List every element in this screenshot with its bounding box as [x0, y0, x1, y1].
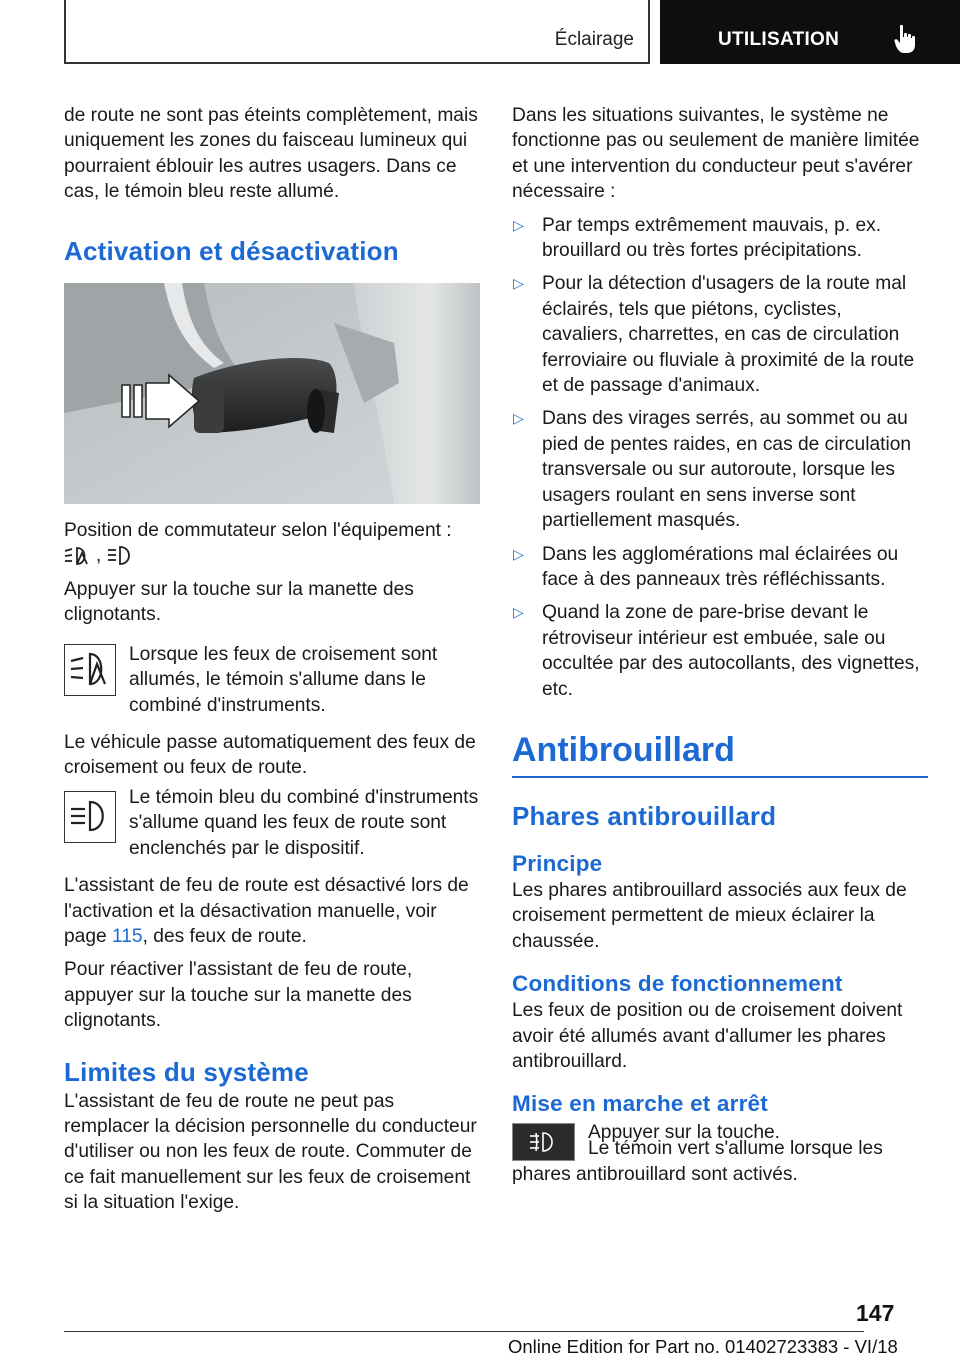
heading-principe: Principe [512, 850, 603, 876]
list-item: ▷ Quand la zone de pare-brise devant le rétroviseur intérieur est embuée, sale ou occultée par des autocollants, des vignettes, etc. [512, 600, 928, 702]
heading-phares-antibrouillard: Phares antibrouillard [512, 800, 777, 831]
left-column [64, 103, 480, 1216]
bullet-triangle-icon: ▷ [513, 275, 524, 292]
header-section-title: Éclairage [554, 29, 634, 50]
reactivate-paragraph: Pour réactiver l'assistant de feu de route, appuyer sur la touche sur la manette des clignotants. [64, 959, 413, 1032]
bullet-triangle-icon: ▷ [513, 545, 524, 562]
indicator-row-highbeam [64, 785, 480, 861]
heading-conditions: Conditions de fonctionnement [512, 971, 843, 997]
page-link-115[interactable]: 115 [112, 925, 143, 947]
limitations-list [512, 213, 928, 702]
footer-divider [64, 1331, 864, 1332]
fog-light-button-icon [512, 1123, 575, 1161]
bullet-triangle-icon: ▷ [513, 410, 524, 427]
list-item: ▷ Par temps extrêmement mauvais, p. ex. brouillard ou très fortes précipitations. [512, 213, 928, 264]
green-indicator-paragraph: Le témoin vert s'allume lorsque les phares antibrouillard sont activés. [512, 1138, 883, 1185]
assistant-deactivated-paragraph: L'assistant de feu de route est désactivé lors de l'activation et la désactivation manuelle, voir page 115, des feux de route. [64, 875, 469, 947]
lowbeam-indicator-paragraph: Lorsque les feux de croisement sont allumés, le témoin s'allume dans le combiné d'instruments. [129, 643, 438, 716]
high-beam-assistant-indicator-icon [64, 644, 116, 696]
principe-paragraph: Les phares antibrouillard associés aux feux de croisement permettent de mieux éclairer la chaussée. [512, 879, 907, 952]
header-section-box [64, 0, 650, 64]
auto-switch-paragraph: Le véhicule passe automatiquement des feux de croisement ou feux de route. [64, 732, 476, 779]
footer-edition: Online Edition for Part no. 01402723383 - VI/18 [508, 1336, 898, 1357]
pointing-hand-icon [894, 24, 916, 54]
switch-position-icons [64, 543, 480, 569]
heading-antibrouillard: Antibrouillard [512, 728, 928, 778]
list-item: ▷ Dans les agglomérations mal éclairées ou face à des panneaux très réfléchissants. [512, 542, 928, 593]
position-paragraph: Position de commutateur selon l'équipement : [64, 519, 452, 541]
turn-signal-stalk-photo [64, 283, 480, 504]
blue-indicator-paragraph: Le témoin bleu du combiné d'instruments s'allume quand les feux de route sont enclenchés par le dispositif. [129, 786, 479, 859]
icon-separator: , [96, 545, 102, 567]
intro-paragraph: de route ne sont pas éteints complètement, mais uniquement les zones du faisceau lumineux qui pourraient éblouir les autres usagers. Dans ce cas, le témoin bleu reste allumé. [64, 105, 478, 203]
conditions-paragraph: Les feux de position ou de croisement doivent avoir été allumés avant d'allumer les phares antibrouillard. [512, 1000, 903, 1072]
bullet-triangle-icon: ▷ [513, 604, 524, 621]
list-item: ▷ Dans des virages serrés, au sommet ou au pied de pentes raides, en cas de circulation transversale ou sur autoroute, lorsque les usagers roulant en sens inverse sont partiellement masqués. [512, 406, 928, 533]
list-item: ▷ Pour la détection d'usagers de la route mal éclairés, tels que piétons, cyclistes, cavaliers, charrettes, en cas de circulation ferroviaire ou fluviale à proximité de la route et de passage d'animaux. [512, 271, 928, 398]
header-chapter-tab[interactable] [660, 0, 960, 64]
page-number: 147 [856, 1300, 895, 1326]
press-stalk-paragraph: Appuyer sur la touche sur la manette des clignotants. [64, 579, 414, 626]
bullet-triangle-icon: ▷ [513, 216, 524, 233]
situations-paragraph: Dans les situations suivantes, le système ne fonctionne pas ou seulement de manière limitée et une intervention du conducteur peut s'avérer nécessaire : [512, 105, 920, 203]
high-beam-assistant-icon [64, 545, 90, 567]
high-beam-indicator-icon [64, 791, 116, 843]
high-beam-icon [107, 545, 133, 567]
right-column [512, 103, 928, 1187]
indicator-row-assist [64, 642, 480, 718]
heading-limits: Limites du système [64, 1056, 309, 1087]
heading-mise-en-marche: Mise en marche et arrêt [512, 1091, 768, 1117]
press-button-paragraph: Appuyer sur la touche. [588, 1122, 780, 1144]
limits-paragraph: L'assistant de feu de route ne peut pas remplacer la décision personnelle du conducteur d'utiliser ou non les feux de route. Commuter de ce fait manuellement sur les feux de croisement si la situation l'exige. [64, 1090, 477, 1214]
heading-activation: Activation et désactivation [64, 235, 399, 266]
header-chapter-title: UTILISATION [718, 29, 840, 50]
